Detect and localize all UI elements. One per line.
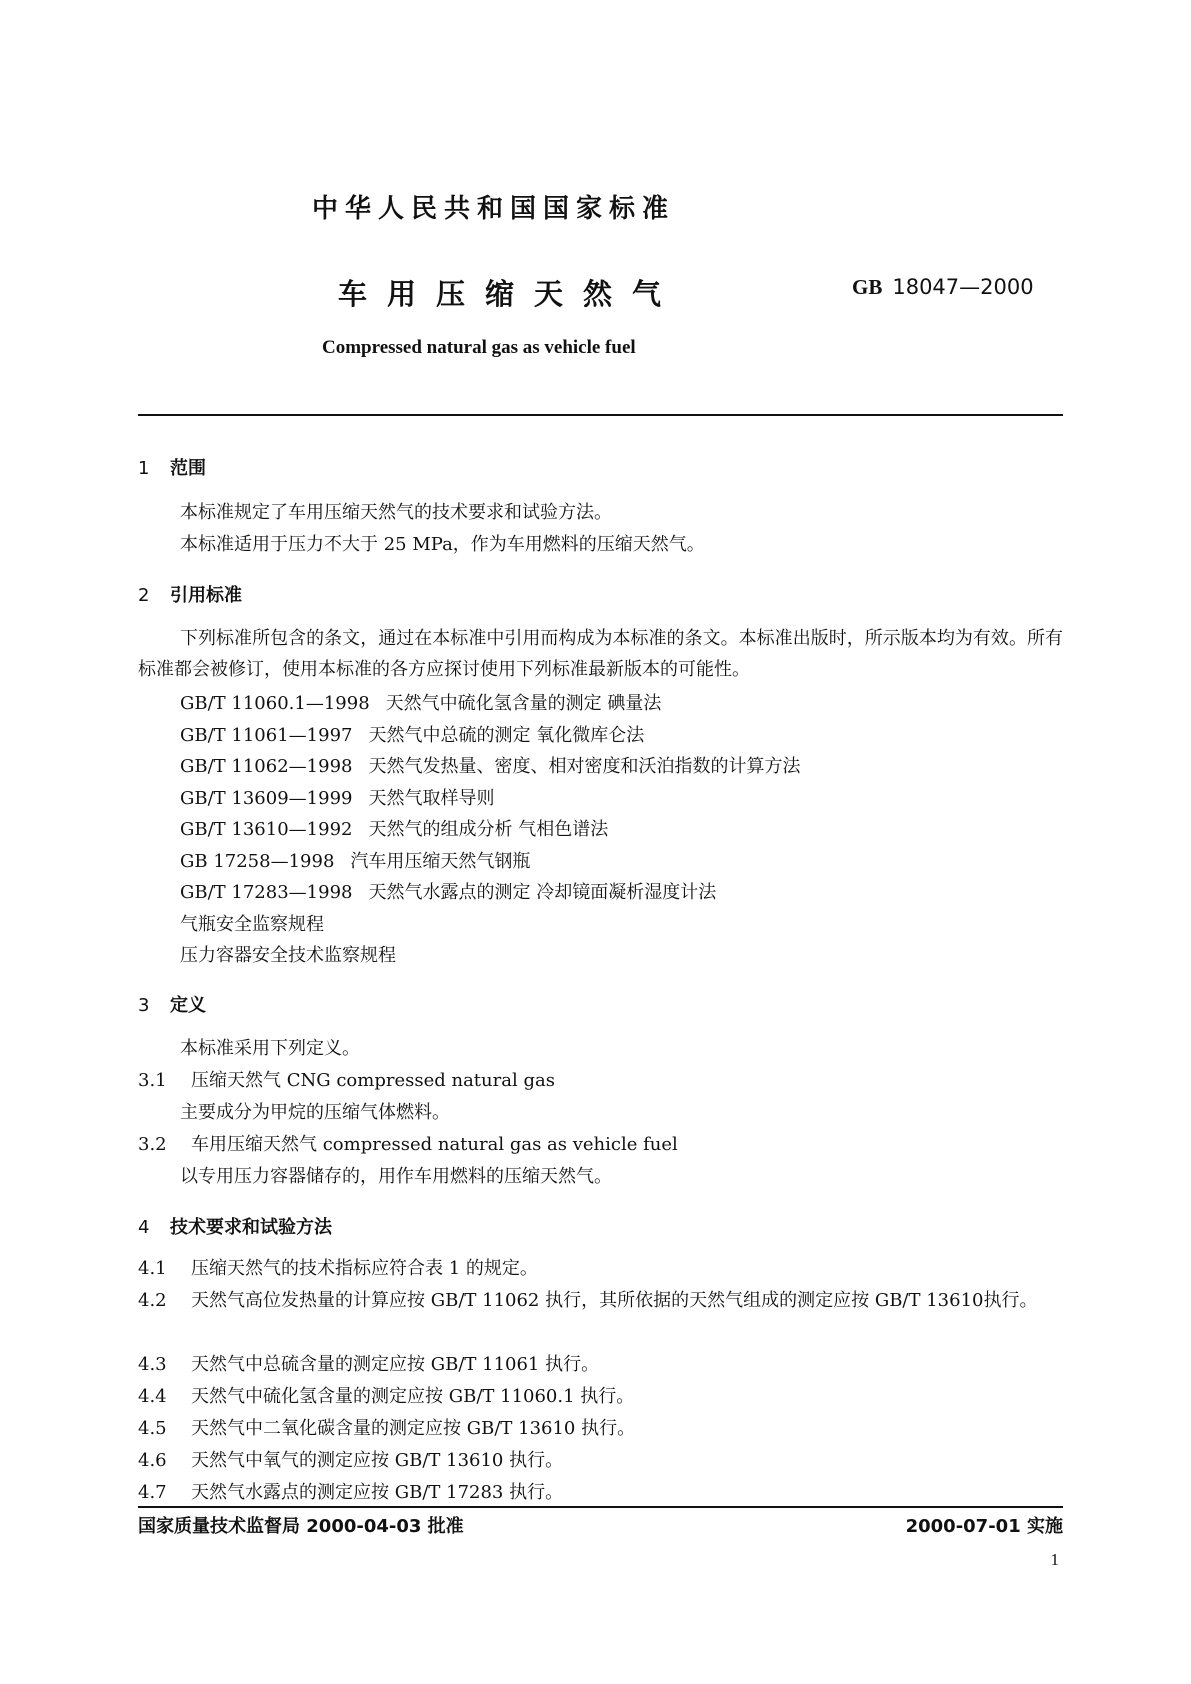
list-item	[180, 940, 800, 972]
reference-title: 天然气中硫化氢含量的测定 碘量法	[385, 693, 662, 714]
reference-code: GB/T 11061—1997	[180, 724, 353, 746]
clause-text: 天然气中二氧化碳含量的测定应按 GB/T 13610 执行。	[191, 1418, 636, 1439]
reference-code: GB/T 11060.1—1998	[180, 693, 370, 714]
definition-3-1-text: 主要成分为甲烷的压缩气体燃料。	[180, 1102, 450, 1123]
clause-number: 4.7	[138, 1482, 167, 1503]
list-item	[180, 814, 800, 846]
list-item	[180, 909, 800, 941]
reference-title: 天然气水露点的测定 冷却镜面凝析湿度计法	[368, 882, 717, 903]
reference-code: GB 17258—1998	[180, 850, 335, 872]
clause-number: 4.1	[138, 1258, 167, 1279]
term-text: 车用压缩天然气 compressed natural gas as vehicle fuel	[191, 1134, 678, 1155]
english-title: Compressed natural gas as vehicle fuel	[322, 337, 636, 358]
reference-code: GB/T 17283—1998	[180, 882, 353, 903]
section-number: 2	[138, 585, 150, 606]
definition-3-1-term	[138, 1066, 555, 1092]
clause-text: 天然气中氧气的测定应按 GB/T 13610 执行。	[191, 1450, 564, 1471]
section-2-heading	[138, 581, 242, 607]
clause-4-5	[138, 1413, 1063, 1444]
reference-title: 天然气发热量、密度、相对密度和沃泊指数的计算方法	[368, 756, 801, 777]
list-item	[180, 688, 800, 720]
approval-line: 国家质量技术监督局 2000-04-03 批准	[138, 1516, 464, 1537]
references-intro: 下列标准所包含的条文，通过在本标准中引用而构成为本标准的条文。本标准出版时，所示版本均为有效。所有标准都会被修订，使用本标准的各方应探讨使用下列标准最新版本的可能性。	[138, 628, 1063, 680]
clause-4-7	[138, 1477, 1063, 1508]
clause-number: 3.1	[138, 1070, 167, 1091]
list-item	[180, 783, 800, 815]
header-divider	[138, 414, 1063, 416]
reference-title: 气瓶安全监察规程	[180, 913, 324, 935]
national-standard-heading: 中华人民共和国国家标准	[312, 194, 676, 224]
clause-text: 天然气中硫化氢含量的测定应按 GB/T 11060.1 执行。	[191, 1386, 635, 1407]
effective-date: 2000-07-01 实施	[905, 1516, 1063, 1537]
definitions-intro: 本标准采用下列定义。	[180, 1038, 360, 1059]
section-1-heading	[138, 454, 206, 480]
reference-code: GB/T 11062—1998	[180, 756, 353, 777]
scope-line-2: 本标准适用于压力不大于 25 MPa，作为车用燃料的压缩天然气。	[180, 534, 705, 555]
clause-4-1	[138, 1253, 1063, 1284]
clause-text: 压缩天然气的技术指标应符合表 1 的规定。	[191, 1258, 538, 1279]
list-item	[180, 846, 800, 878]
list-item	[180, 751, 800, 783]
clause-4-6	[138, 1445, 1063, 1476]
standard-prefix: GB	[852, 275, 883, 299]
clause-text: 天然气水露点的测定应按 GB/T 17283 执行。	[191, 1482, 564, 1503]
reference-title: 天然气的组成分析 气相色谱法	[368, 819, 609, 840]
clause-4-2	[138, 1285, 1063, 1316]
section-3-heading	[138, 991, 206, 1017]
definition-3-2-text: 以专用压力容器储存的，用作车用燃料的压缩天然气。	[180, 1166, 612, 1187]
definition-3-2-term	[138, 1130, 678, 1156]
standard-title: 车用压缩天然气	[338, 277, 682, 311]
page-number: 1	[1050, 1550, 1059, 1569]
section-number: 1	[138, 458, 150, 479]
reference-code: GB/T 13610—1992	[180, 819, 353, 840]
scope-line-1: 本标准规定了车用压缩天然气的技术要求和试验方法。	[180, 502, 612, 523]
standard-number	[852, 275, 1034, 300]
list-item	[180, 877, 800, 909]
reference-title: 天然气取样导则	[368, 787, 495, 809]
section-number: 3	[138, 995, 150, 1016]
clause-number: 4.4	[138, 1386, 167, 1407]
reference-title: 汽车用压缩天然气钢瓶	[350, 850, 531, 872]
clause-number: 4.5	[138, 1418, 167, 1439]
list-item	[180, 720, 800, 752]
clause-4-3	[138, 1349, 1063, 1380]
section-title: 范围	[170, 458, 206, 479]
clause-4-4	[138, 1381, 1063, 1412]
section-title: 定义	[170, 995, 206, 1016]
section-title: 技术要求和试验方法	[170, 1217, 332, 1238]
reference-title: 压力容器安全技术监察规程	[180, 945, 396, 966]
term-text: 压缩天然气 CNG compressed natural gas	[191, 1070, 555, 1091]
reference-title: 天然气中总硫的测定 氧化微库仑法	[368, 724, 645, 746]
section-number: 4	[138, 1217, 150, 1238]
clause-text: 天然气高位发热量的计算应按 GB/T 11062 执行，其所依据的天然气组成的测定应按 GB/T 13610执行。	[191, 1290, 1038, 1311]
reference-list	[180, 688, 800, 972]
section-title: 引用标准	[170, 585, 242, 606]
clause-number: 4.2	[138, 1290, 167, 1311]
standard-code: 18047—2000	[892, 275, 1034, 299]
clause-number: 4.6	[138, 1450, 167, 1471]
section-4-heading	[138, 1213, 332, 1239]
clause-number: 4.3	[138, 1354, 167, 1375]
reference-code: GB/T 13609—1999	[180, 787, 353, 809]
clause-number: 3.2	[138, 1134, 167, 1155]
footer-divider	[138, 1506, 1063, 1508]
clause-text: 天然气中总硫含量的测定应按 GB/T 11061 执行。	[191, 1354, 600, 1375]
